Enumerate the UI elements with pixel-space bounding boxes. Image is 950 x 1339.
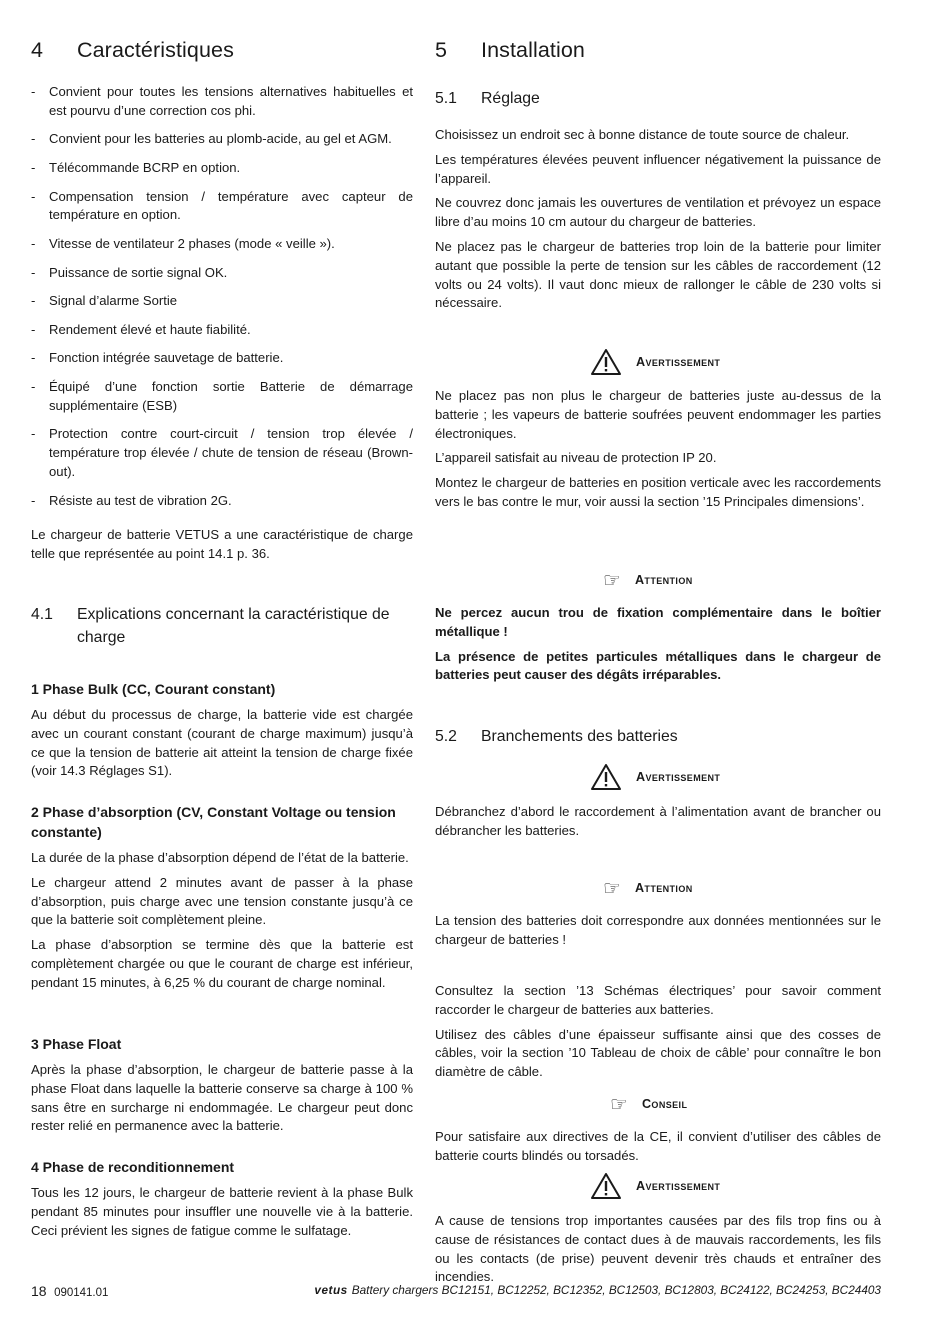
section-title: Explications concernant la caractéristique de charge (77, 606, 390, 646)
section-4-heading (31, 38, 234, 63)
warning-label: Avertissement (636, 1179, 721, 1193)
warning-3-body (435, 1212, 881, 1287)
list-item: - Signal d’alarme Sortie (31, 292, 413, 311)
paragraph: Tous les 12 jours, le chargeur de batterie revient à la phase Bulk pendant 85 minutes pour insuffler une nouvelle vie à la batterie. Ceci prévient les signes de fatigue comme le sulfatage. (31, 1185, 413, 1238)
list-item: - Fonction intégrée sauvetage de batterie. (31, 349, 413, 368)
phase-3-heading: 3 Phase Float (31, 1036, 122, 1052)
paragraph: L’appareil satisfait au niveau de protection IP 20. (435, 450, 717, 466)
phase-2-heading: 2 Phase d’absorption (CV, Constant Voltage ou tension constante) (31, 804, 396, 840)
warning-triangle-icon (590, 348, 622, 376)
warning-2-body (435, 803, 881, 841)
paragraph: Utilisez des câbles d’une épaisseur suffisante ainsi que des cosses de câbles, voir la section ’10 Tableau de choix de câble’ pour connaître le bon diamètre de câble. (435, 1026, 881, 1080)
phase-1-body (31, 706, 413, 781)
pointing-hand-icon: ☞ (603, 876, 621, 900)
paragraph: Ne couvrez donc jamais les ouvertures de ventilation et prévoyez un espace libre d’au moins 10 cm autour du chargeur de batteries. (435, 195, 881, 230)
list-item: - Puissance de sortie signal OK. (31, 264, 413, 283)
section-number: 4.1 (31, 606, 53, 623)
section-title: Réglage (481, 90, 540, 107)
paragraph: Le chargeur attend 2 minutes avant de passer à la phase d’absorption, puis charge avec une tension constante jusqu’à ce que la batterie soit complètement pleine. (31, 874, 413, 928)
section-number: 5 (435, 38, 448, 62)
warning-notice (590, 763, 720, 791)
footer-page-info (31, 1283, 108, 1299)
paragraph: Pour satisfaire aux directives de la CE, il convient d’utiliser des câbles de batterie courts blindés ou torsadés. (435, 1129, 881, 1163)
intro-paragraph: Le chargeur de batterie VETUS a une caractéristique de charge telle que représentée au point 14.1 p. 36. (31, 527, 413, 561)
paragraph: La tension des batteries doit correspondre aux données mentionnées sur le chargeur de batteries ! (435, 913, 881, 947)
tip-label: Conseil (641, 1097, 688, 1111)
product-line: Battery chargers BC12151, BC12252, BC12352, BC12503, BC12803, BC24122, BC24253, BC24403 (351, 1283, 881, 1297)
paragraph: Ne placez pas non plus le chargeur de batteries juste au-dessus de la batterie ; les vapeurs de batterie soufrées peuvent endommager les parties électroniques. (435, 388, 881, 441)
list-item: - Rendement élevé et haute fiabilité. (31, 321, 413, 340)
paragraph: Les températures élevées peuvent influencer négativement la puissance de l’appareil. (435, 151, 881, 186)
section-number: 4 (31, 38, 44, 62)
section-title: Caractéristiques (77, 38, 234, 62)
feature-list (31, 83, 413, 520)
document-code: 090141.01 (54, 1287, 109, 1299)
paragraph: La présence de petites particules métalliques dans le chargeur de batteries peut causer des dégâts irréparables. (435, 648, 881, 683)
list-item: - Protection contre court-circuit / tension trop élevée / température trop élevée / chute de tension de réseau (Brown-out). (31, 425, 413, 481)
attention-notice (603, 878, 693, 898)
section-title: Installation (481, 38, 585, 62)
section-number: 5.1 (435, 90, 457, 107)
paragraph: A cause de tensions trop importantes causées par des fils trop fins ou à cause de résistances de contact dues à de mauvais raccordements, les fils ou les contacts (de prise) peuvent devenir très chauds et entraîner des incendies. (435, 1213, 881, 1285)
paragraph: Après la phase d’absorption, le chargeur de batterie passe à la phase Float dans laquelle la batterie conserve sa charge à 100 % sans être en surcharge ni endommagée. Le chargeur peut donc rester relié en permanence avec la batterie. (31, 1062, 413, 1134)
warning-notice (590, 348, 720, 376)
paragraph: Débranchez d’abord le raccordement à l’alimentation avant de brancher ou débrancher les batteries. (435, 804, 881, 838)
attention-label: Attention (634, 573, 693, 587)
phase-3-body (31, 1061, 413, 1136)
attention-1-body (435, 604, 881, 685)
list-item: - Équipé d’une fonction sortie Batterie de démarrage supplémentaire (ESB) (31, 378, 413, 416)
paragraph: Ne percez aucun trou de fixation complémentaire dans le boîtier métallique ! (435, 605, 881, 639)
footer-models (314, 1283, 881, 1297)
section-4-1-heading (31, 603, 413, 649)
attention-2-body (435, 912, 881, 950)
paragraph: Ne placez pas le chargeur de batteries trop loin de la batterie pour limiter autant que possible la perte de tension sur les câbles de raccordement (12 volts ou 24 volts). Il vaut donc mieux de rallonger le câble de 230 volts si nécessaire. (435, 238, 881, 311)
section-number: 5.2 (435, 728, 457, 745)
phase-4-heading: 4 Phase de reconditionnement (31, 1159, 235, 1175)
phase-1-heading: 1 Phase Bulk (CC, Courant constant) (31, 681, 276, 697)
phase-4-body (31, 1184, 413, 1240)
paragraph: Au début du processus de charge, la batterie vide est chargée avec un courant constant (courant de charge maximum) jusqu’à ce que la tension de batterie ait atteint la tension de charge fixée (voir 14.3 Réglages S1). (31, 707, 413, 779)
list-item: - Convient pour les batteries au plomb-acide, au gel et AGM. (31, 130, 413, 149)
warning-label: Avertissement (636, 770, 721, 784)
list-item: - Télécommande BCRP en option. (31, 159, 413, 178)
list-item: - Convient pour toutes les tensions alternatives habituelles et est pourvu d’une correction cos phi. (31, 83, 413, 121)
section-title: Branchements des batteries (481, 728, 678, 745)
warning-triangle-icon (590, 763, 622, 791)
pointing-hand-icon: ☞ (603, 568, 621, 592)
pointing-hand-icon: ☞ (610, 1092, 628, 1116)
paragraph: La phase d’absorption se termine dès que la batterie est complètement chargée ou que le courant de charge est inférieur, pendant 15 minutes, à 6,25 % du courant de charge nominal. (31, 937, 413, 990)
phase-2-body (31, 849, 413, 993)
warning-label: Avertissement (636, 355, 721, 369)
section-5-1-heading (435, 87, 540, 110)
tip-body (435, 1128, 881, 1166)
section-5-heading (435, 38, 585, 63)
list-item: - Vitesse de ventilateur 2 phases (mode « veille »). (31, 235, 413, 254)
paragraph: Montez le chargeur de batteries en position verticale avec les raccordements vers le bas contre le mur, voir aussi la section ’15 Principales dimensions’. (435, 475, 881, 509)
paragraph: Consultez la section ’13 Schémas électriques’ pour savoir comment raccorder le chargeur de batteries aux batteries. (435, 983, 881, 1017)
section-5-2-heading (435, 725, 678, 748)
section-5-1-body (435, 126, 881, 313)
warning-1-body (435, 387, 881, 512)
connection-body (435, 982, 881, 1082)
attention-label: Attention (634, 881, 693, 895)
warning-triangle-icon (590, 1172, 622, 1200)
page-number: 18 (31, 1283, 47, 1299)
list-item: - Résiste au test de vibration 2G. (31, 492, 413, 511)
brand-logo: vetus (314, 1283, 348, 1297)
list-item: - Compensation tension / température avec capteur de température en option. (31, 188, 413, 226)
tip-notice (610, 1094, 687, 1114)
paragraph: La durée de la phase d’absorption dépend de l’état de la batterie. (31, 850, 409, 865)
attention-notice (603, 570, 693, 590)
warning-notice (590, 1172, 720, 1200)
paragraph: Choisissez un endroit sec à bonne distance de toute source de chaleur. (435, 127, 850, 142)
